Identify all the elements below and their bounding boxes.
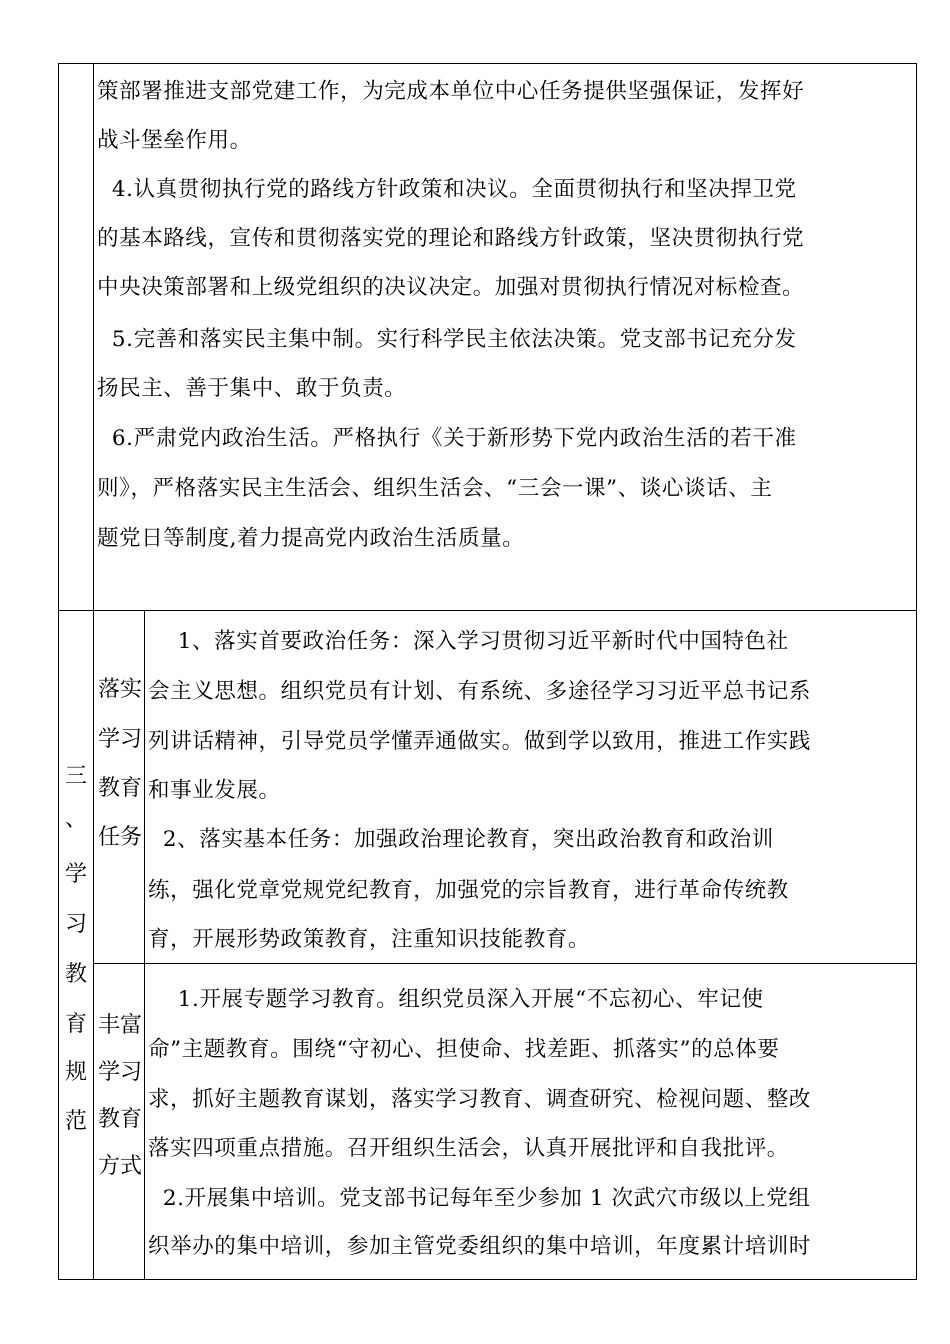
section-title-char: 三	[64, 764, 87, 789]
subsection-label-line: 教育	[97, 776, 142, 801]
paragraph-line: 织举办的集中培训，参加主管党委组织的集中培训，年度累计培训时	[148, 1234, 812, 1259]
paragraph-line: 题党日等制度,着力提高党内政治生活质量。	[97, 526, 525, 551]
section-title-char: 习	[64, 912, 87, 937]
section-title-char: 育	[64, 1012, 87, 1037]
section-title-char: 教	[64, 962, 87, 987]
paragraph-line: 的基本路线，宣传和贯彻落实党的理论和路线方针政策，坚决贯彻执行党	[97, 226, 805, 251]
paragraph-line: 1、落实首要政治任务：深入学习贯彻习近平新时代中国特色社	[148, 629, 789, 654]
paragraph-line: 列讲话精神，引导党员学懂弄通做实。做到学以致用，推进工作实践	[148, 729, 812, 754]
subsection-label-line: 任务	[97, 825, 142, 850]
paragraph-line: 5.完善和落实民主集中制。实行科学民主依法决策。党支部书记充分发	[97, 327, 797, 352]
subsection-label-line: 方式	[97, 1154, 142, 1179]
paragraph-line: 战斗堡垒作用。	[97, 128, 252, 153]
paragraph-line: 4.认真贯彻执行党的路线方针政策和决议。全面贯彻执行和坚决捍卫党	[97, 177, 797, 202]
paragraph-line: 会主义思想。组织党员有计划、有系统、多途径学习习近平总书记系	[148, 679, 812, 704]
paragraph-line: 和事业发展。	[148, 778, 281, 803]
paragraph-line: 育，开展形势政策教育，注重知识技能教育。	[148, 927, 591, 952]
paragraph-line: 求，抓好主题教育谋划，落实学习教育、调查研究、检视问题、整改	[148, 1087, 812, 1112]
paragraph-line: 扬民主、善于集中、敢于负责。	[97, 376, 407, 401]
section-title-char: 规	[64, 1060, 87, 1085]
table-column-divider	[93, 63, 94, 1280]
paragraph-line: 练，强化党章党规党纪教育，加强党的宗旨教育，进行革命传统教	[148, 878, 789, 903]
paragraph-line: 则》，严格落实民主生活会、组织生活会、“三会一课”、谈心谈话、主	[97, 476, 773, 501]
paragraph-line: 中央决策部署和上级党组织的决议决定。加强对贯彻执行情况对标检查。	[97, 275, 805, 300]
subsection-label-line: 学习	[97, 727, 142, 752]
section-title-char: 范	[64, 1109, 87, 1134]
paragraph-line: 1.开展专题学习教育。组织党员深入开展“不忘初心、牢记使	[148, 987, 764, 1012]
paragraph-line: 策部署推进支部党建工作，为完成本单位中心任务提供坚强保证，发挥好	[97, 79, 805, 104]
paragraph-line: 6.严肃党内政治生活。严格执行《关于新形势下党内政治生活的若干准	[97, 426, 797, 451]
paragraph-line: 2.开展集中培训。党支部书记每年至少参加 1 次武穴市级以上党组	[148, 1186, 811, 1211]
paragraph-line: 2、落实基本任务：加强政治理论教育，突出政治教育和政治训	[148, 827, 774, 852]
subsection-label-line: 教育	[97, 1107, 142, 1132]
paragraph-line: 落实四项重点措施。召开组织生活会，认真开展批评和自我批评。	[148, 1136, 789, 1161]
subsection-label-line: 学习	[97, 1060, 142, 1085]
subsection-label-line: 落实	[97, 677, 142, 702]
section-title-char: 学	[64, 862, 87, 887]
subsection-label-line: 丰富	[97, 1013, 142, 1038]
table-row-divider	[58, 610, 917, 611]
section-title-char: 、	[64, 807, 87, 832]
paragraph-line: 命”主题教育。围绕“守初心、担使命、找差距、抓落实”的总体要	[148, 1037, 780, 1062]
